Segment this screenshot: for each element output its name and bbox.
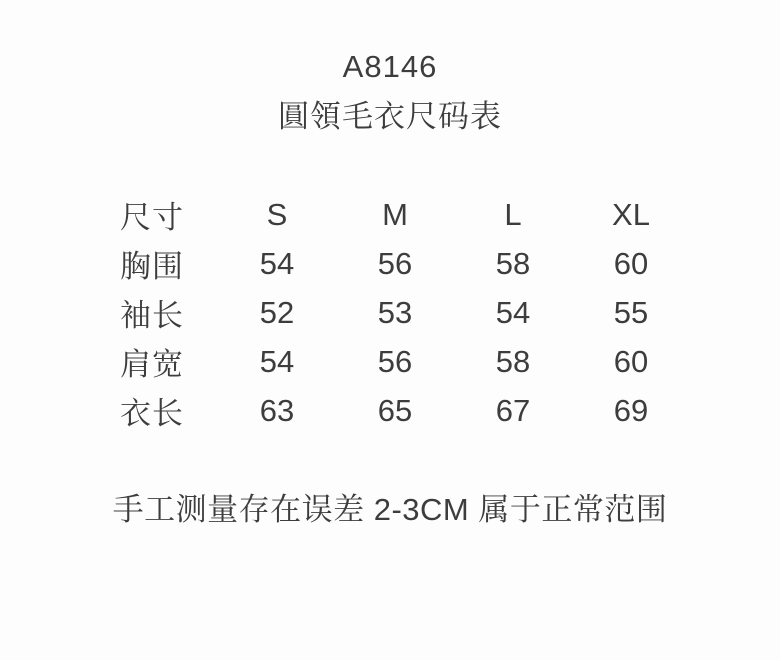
- size-table: [120, 190, 690, 435]
- table-cell-shoulder-xl: 60: [613, 343, 649, 379]
- column-header-size-s: S: [266, 196, 288, 232]
- table-row-sleeve-length: [120, 288, 690, 337]
- table-cell-length-m: 65: [377, 392, 413, 428]
- table-cell-chest-m: 56: [377, 245, 413, 281]
- row-label-sleeve-length: 袖长: [120, 298, 184, 333]
- table-cell-chest-xl: 60: [613, 245, 649, 281]
- column-header-size-l: L: [504, 196, 522, 232]
- table-cell-shoulder-m: 56: [377, 343, 413, 379]
- row-label-shoulder-width: 肩宽: [120, 347, 184, 382]
- measurement-tolerance-note: 手工测量存在误差 2-3CM 属于正常范围: [112, 492, 668, 527]
- table-cell-sleeve-m: 53: [377, 294, 413, 330]
- table-cell-length-l: 67: [495, 392, 531, 428]
- table-cell-length-xl: 69: [613, 392, 649, 428]
- table-cell-chest-s: 54: [259, 245, 295, 281]
- table-cell-shoulder-l: 58: [495, 343, 531, 379]
- column-header-size-m: M: [382, 196, 408, 232]
- table-cell-shoulder-s: 54: [259, 343, 295, 379]
- table-cell-sleeve-l: 54: [495, 294, 531, 330]
- table-row-garment-length: [120, 386, 690, 435]
- table-cell-chest-l: 58: [495, 245, 531, 281]
- table-row-chest: [120, 239, 690, 288]
- table-cell-sleeve-s: 52: [259, 294, 295, 330]
- title-block: [0, 0, 780, 136]
- table-cell-sleeve-xl: 55: [613, 294, 649, 330]
- table-row-shoulder-width: [120, 337, 690, 386]
- column-header-size-xl: XL: [612, 196, 650, 232]
- size-chart-title: 圓領毛衣尺码表: [278, 99, 502, 134]
- product-code: A8146: [342, 49, 438, 84]
- size-table-header-row: [120, 190, 690, 239]
- row-label-chest: 胸围: [120, 249, 184, 284]
- column-header-dimension: 尺寸: [120, 200, 184, 235]
- row-label-garment-length: 衣长: [120, 396, 184, 431]
- table-cell-length-s: 63: [259, 392, 295, 428]
